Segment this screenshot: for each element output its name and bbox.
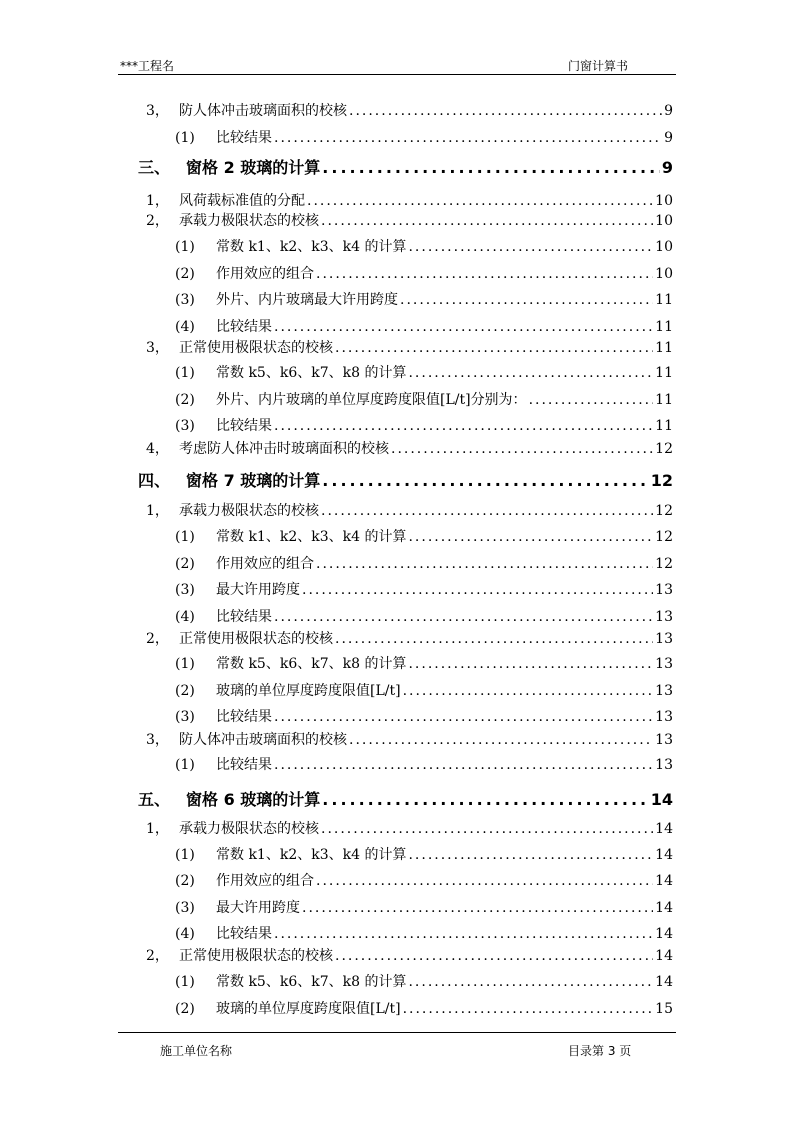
toc-entry-title: 考虑防人体冲击时玻璃面积的校核 [179,441,389,457]
toc-entry-level-2[interactable] [146,100,673,120]
toc-entry-level-3[interactable] [175,362,673,382]
toc-dot-leader [321,821,653,837]
toc-entry-number: 五、 [138,790,171,809]
toc-entry-page-number: 9 [664,103,673,119]
toc-dot-leader [391,441,653,457]
toc-entry-level-2[interactable] [146,628,673,648]
toc-entry-number: (2) [175,266,195,282]
toc-entry-level-3[interactable] [175,897,673,917]
toc-entry-page-number: 12 [655,441,673,457]
toc-entry-title: 常数 k5、k6、k7、k8 的计算 [216,365,407,381]
toc-entry-number: (3) [175,900,195,916]
toc-entry-title: 承载力极限状态的校核 [179,213,319,229]
toc-entry-number: (3) [175,292,195,308]
toc-dot-leader [400,292,653,308]
toc-entry-level-3[interactable] [175,653,673,673]
toc-entry-number: 1， [146,821,169,837]
toc-entry-title: 玻璃的单位厚度跨度限值[L/t] [216,1001,401,1017]
toc-entry-level-2[interactable] [146,729,673,749]
toc-entry-number: (2) [175,683,195,699]
toc-entry-number: 1， [146,193,169,209]
toc-dot-leader [349,103,662,119]
toc-entry-level-3[interactable] [175,606,673,626]
toc-entry-level-3[interactable] [175,923,673,943]
toc-entry-page-number: 12 [655,556,673,572]
toc-entry-number: 3， [146,103,169,119]
toc-entry-number: (1) [175,847,195,863]
toc-dot-leader [316,873,653,889]
toc-entry-number: (2) [175,556,195,572]
toc-entry-title: 窗格 2 玻璃的计算 [186,158,321,177]
toc-entry-title: 风荷载标准值的分配 [179,193,305,209]
toc-entry-level-3[interactable] [175,998,673,1018]
toc-dot-leader [322,158,660,177]
toc-entry-title: 玻璃的单位厚度跨度限值[L/t] [216,683,401,699]
toc-entry-title: 作用效应的组合 [216,556,314,572]
toc-entry-page-number: 11 [655,418,673,434]
toc-entry-level-1[interactable] [138,468,673,491]
toc-entry-title: 常数 k1、k2、k3、k4 的计算 [216,239,407,255]
toc-dot-leader [335,340,653,356]
toc-entry-page-number: 13 [655,656,673,672]
toc-entry-number: 4， [146,441,169,457]
toc-entry-number: (2) [175,1001,195,1017]
toc-entry-level-2[interactable] [146,500,673,520]
header-project-name: ***工程名 [120,59,175,73]
toc-dot-leader [274,418,653,434]
toc-entry-page-number: 13 [655,609,673,625]
toc-entry-page-number: 10 [655,193,673,209]
toc-entry-title: 作用效应的组合 [216,873,314,889]
toc-entry-title: 窗格 6 玻璃的计算 [186,790,321,809]
toc-entry-level-3[interactable] [175,263,673,283]
toc-entry-title: 防人体冲击玻璃面积的校核 [179,732,347,748]
toc-entry-number: 三、 [138,158,171,177]
toc-entry-level-3[interactable] [175,316,673,336]
toc-dot-leader [529,392,654,408]
toc-entry-title: 比较结果 [216,609,272,625]
toc-entry-page-number: 13 [655,683,673,699]
toc-dot-leader [408,529,653,545]
toc-dot-leader [274,926,653,942]
toc-dot-leader [302,582,653,598]
toc-entry-number: (1) [175,529,195,545]
toc-entry-title: 外片、内片玻璃最大许用跨度 [216,292,398,308]
toc-entry-number: (3) [175,418,195,434]
toc-entry-title: 承载力极限状态的校核 [179,503,319,519]
toc-entry-level-3[interactable] [175,415,673,435]
toc-entry-level-3[interactable] [175,579,673,599]
toc-dot-leader [316,556,653,572]
toc-entry-title: 正常使用极限状态的校核 [179,631,333,647]
toc-entry-number: (4) [175,319,195,335]
toc-entry-level-3[interactable] [175,706,673,726]
toc-entry-page-number: 12 [655,503,673,519]
toc-entry-page-number: 13 [655,757,673,773]
toc-entry-title: 外片、内片玻璃的单位厚度跨度限值[L/t]分别为： [216,392,527,408]
toc-entry-page-number: 12 [655,529,673,545]
toc-entry-title: 承载力极限状态的校核 [179,821,319,837]
toc-dot-leader [408,656,653,672]
toc-entry-page-number: 11 [655,392,673,408]
toc-entry-level-2[interactable] [146,438,673,458]
header-document-title: 门窗计算书 [568,59,629,73]
toc-entry-level-3[interactable] [175,844,673,864]
toc-dot-leader [274,609,653,625]
toc-entry-page-number: 9 [661,158,673,177]
toc-entry-page-number: 13 [655,631,673,647]
toc-entry-title: 作用效应的组合 [216,266,314,282]
toc-dot-leader [321,503,653,519]
toc-entry-title: 常数 k1、k2、k3、k4 的计算 [216,847,407,863]
toc-entry-number: (1) [175,757,195,773]
toc-entry-number: (3) [175,709,195,725]
toc-entry-number: 2， [146,213,169,229]
toc-entry-level-2[interactable] [146,337,673,357]
toc-entry-number: (4) [175,926,195,942]
toc-entry-page-number: 14 [655,821,673,837]
toc-entry-page-number: 9 [664,130,673,146]
toc-entry-title: 防人体冲击玻璃面积的校核 [179,103,347,119]
toc-entry-page-number: 11 [655,365,673,381]
toc-dot-leader [274,709,653,725]
toc-entry-number: (1) [175,239,195,255]
toc-entry-number: (2) [175,392,195,408]
toc-entry-title: 最大许用跨度 [216,582,300,598]
toc-entry-title: 最大许用跨度 [216,900,300,916]
toc-entry-level-3[interactable] [175,870,673,890]
toc-entry-number: (3) [175,582,195,598]
toc-dot-leader [274,319,653,335]
toc-entry-number: (1) [175,974,195,990]
toc-entry-title: 比较结果 [216,418,272,434]
toc-dot-leader [274,130,662,146]
toc-entry-level-3[interactable] [175,127,673,147]
toc-entry-page-number: 14 [655,974,673,990]
footer-unit-name: 施工单位名称 [160,1044,233,1058]
toc-entry-page-number: 10 [655,213,673,229]
toc-entry-page-number: 11 [655,319,673,335]
toc-entry-title: 比较结果 [216,926,272,942]
toc-dot-leader [322,471,648,490]
toc-entry-number: (4) [175,609,195,625]
toc-entry-title: 常数 k1、k2、k3、k4 的计算 [216,529,407,545]
toc-entry-level-3[interactable] [175,680,673,700]
toc-entry-number: (1) [175,656,195,672]
toc-dot-leader [403,1001,654,1017]
toc-entry-level-3[interactable] [175,236,673,256]
toc-dot-leader [408,974,653,990]
toc-entry-page-number: 15 [655,1001,673,1017]
toc-entry-page-number: 14 [655,948,673,964]
toc-entry-number: 四、 [138,471,171,490]
toc-dot-leader [408,365,653,381]
toc-entry-level-3[interactable] [175,754,673,774]
toc-dot-leader [316,266,653,282]
toc-entry-title: 比较结果 [216,757,272,773]
footer-rule [118,1032,676,1033]
toc-entry-level-3[interactable] [175,971,673,991]
toc-dot-leader [321,213,653,229]
toc-entry-page-number: 12 [650,471,673,490]
toc-entry-number: (1) [175,365,195,381]
toc-entry-page-number: 14 [650,790,673,809]
toc-entry-page-number: 11 [655,340,673,356]
toc-entry-level-2[interactable] [146,210,673,230]
toc-entry-level-3[interactable] [175,526,673,546]
toc-entry-level-1[interactable] [138,155,673,178]
footer-page-label: 目录第 3 页 [568,1044,632,1058]
toc-entry-number: 2， [146,948,169,964]
toc-entry-level-3[interactable] [175,553,673,573]
toc-entry-page-number: 14 [655,900,673,916]
toc-entry-page-number: 10 [655,239,673,255]
toc-entry-number: 3， [146,340,169,356]
toc-entry-number: 2， [146,631,169,647]
toc-entry-title: 比较结果 [216,709,272,725]
toc-dot-leader [322,790,648,809]
toc-dot-leader [274,757,653,773]
toc-entry-page-number: 13 [655,709,673,725]
toc-entry-page-number: 14 [655,926,673,942]
toc-dot-leader [349,732,653,748]
toc-entry-title: 常数 k5、k6、k7、k8 的计算 [216,974,407,990]
toc-entry-level-2[interactable] [146,818,673,838]
toc-dot-leader [403,683,654,699]
toc-entry-page-number: 14 [655,847,673,863]
toc-entry-page-number: 11 [655,292,673,308]
toc-entry-page-number: 14 [655,873,673,889]
toc-entry-page-number: 13 [655,582,673,598]
toc-dot-leader [408,847,653,863]
toc-entry-number: 3， [146,732,169,748]
toc-entry-title: 比较结果 [216,319,272,335]
toc-dot-leader [307,193,653,209]
toc-entry-number: (1) [175,130,195,146]
toc-entry-number: (2) [175,873,195,889]
toc-entry-level-3[interactable] [175,289,673,309]
toc-entry-title: 常数 k5、k6、k7、k8 的计算 [216,656,407,672]
toc-dot-leader [335,631,653,647]
toc-entry-level-1[interactable] [138,787,673,810]
toc-dot-leader [408,239,653,255]
toc-entry-title: 正常使用极限状态的校核 [179,340,333,356]
toc-entry-level-2[interactable] [146,945,673,965]
header-rule [118,74,676,75]
toc-entry-level-3[interactable] [175,389,673,409]
toc-entry-page-number: 13 [655,732,673,748]
toc-dot-leader [335,948,653,964]
toc-entry-level-2[interactable] [146,190,673,210]
toc-entry-title: 窗格 7 玻璃的计算 [186,471,321,490]
toc-entry-title: 比较结果 [216,130,272,146]
toc-dot-leader [302,900,653,916]
toc-entry-number: 1， [146,503,169,519]
toc-entry-title: 正常使用极限状态的校核 [179,948,333,964]
toc-entry-page-number: 10 [655,266,673,282]
